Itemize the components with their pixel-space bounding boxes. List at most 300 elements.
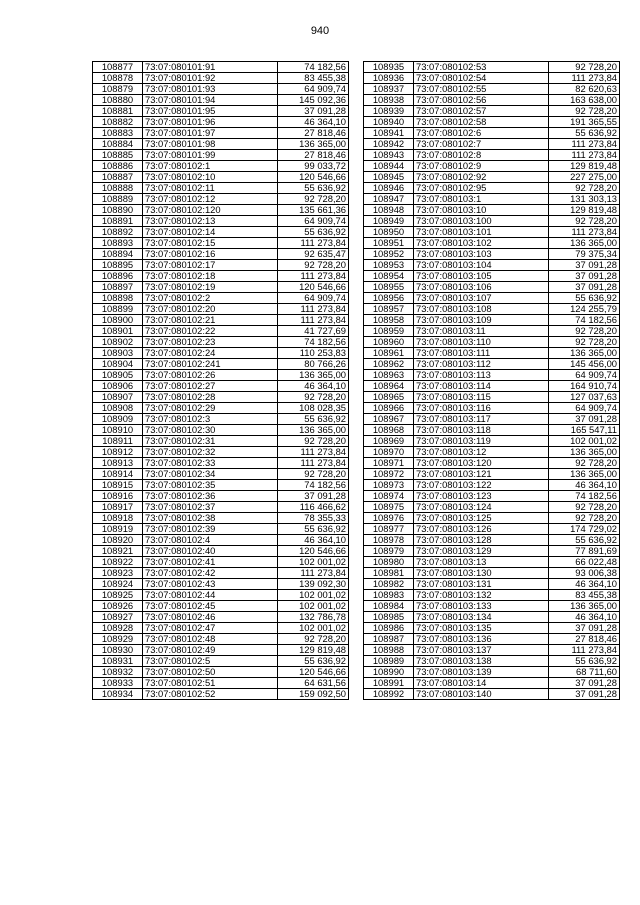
value-cell: 135 661,36 [278, 205, 349, 216]
value-cell: 120 546,66 [278, 172, 349, 183]
cadastral-number-cell: 73:07:080102:18 [143, 271, 278, 282]
value-cell: 64 909,74 [549, 370, 620, 381]
value-cell: 74 182,56 [278, 62, 349, 73]
row-number-cell: 108983 [364, 590, 414, 601]
row-number-cell: 108967 [364, 414, 414, 425]
value-cell: 37 091,28 [549, 260, 620, 271]
table-row [364, 645, 620, 656]
table-row [93, 84, 349, 95]
value-cell: 82 620,63 [549, 84, 620, 95]
cadastral-number-cell: 73:07:080102:55 [414, 84, 549, 95]
value-cell: 66 022,48 [549, 557, 620, 568]
table-row [364, 689, 620, 700]
row-number-cell: 108975 [364, 502, 414, 513]
table-row [93, 689, 349, 700]
value-cell: 92 635,47 [278, 249, 349, 260]
row-number-cell: 108953 [364, 260, 414, 271]
value-cell: 68 711,60 [549, 667, 620, 678]
table-row [364, 590, 620, 601]
table-row [93, 216, 349, 227]
table-row [93, 645, 349, 656]
value-cell: 37 091,28 [278, 106, 349, 117]
value-cell: 102 001,02 [278, 590, 349, 601]
cadastral-number-cell: 73:07:080102:43 [143, 579, 278, 590]
row-number-cell: 108949 [364, 216, 414, 227]
cadastral-number-cell: 73:07:080102:28 [143, 392, 278, 403]
table-row [93, 513, 349, 524]
value-cell: 136 365,00 [549, 238, 620, 249]
value-cell: 83 455,38 [278, 73, 349, 84]
row-number-cell: 108955 [364, 282, 414, 293]
table-row [364, 304, 620, 315]
value-cell: 27 818,46 [278, 128, 349, 139]
table-row [93, 634, 349, 645]
value-cell: 92 728,20 [549, 502, 620, 513]
value-cell: 64 909,74 [549, 403, 620, 414]
table-row [93, 293, 349, 304]
cadastral-number-cell: 73:07:080102:51 [143, 678, 278, 689]
value-cell: 55 636,92 [278, 656, 349, 667]
table-row [93, 436, 349, 447]
row-number-cell: 108934 [93, 689, 143, 700]
value-cell: 92 728,20 [549, 513, 620, 524]
row-number-cell: 108895 [93, 260, 143, 271]
value-cell: 110 253,83 [278, 348, 349, 359]
value-cell: 120 546,66 [278, 546, 349, 557]
cadastral-number-cell: 73:07:080103:121 [414, 469, 549, 480]
cadastral-number-cell: 73:07:080103:109 [414, 315, 549, 326]
row-number-cell: 108946 [364, 183, 414, 194]
cadastral-number-cell: 73:07:080103:104 [414, 260, 549, 271]
cadastral-number-cell: 73:07:080103:132 [414, 590, 549, 601]
table-row [364, 403, 620, 414]
table-row [364, 117, 620, 128]
value-cell: 46 364,10 [278, 535, 349, 546]
table-row [364, 623, 620, 634]
table-row [93, 62, 349, 73]
cadastral-number-cell: 73:07:080102:16 [143, 249, 278, 260]
value-cell: 74 182,56 [549, 315, 620, 326]
row-number-cell: 108981 [364, 568, 414, 579]
cadastral-number-cell: 73:07:080102:58 [414, 117, 549, 128]
value-cell: 37 091,28 [278, 491, 349, 502]
cadastral-number-cell: 73:07:080102:13 [143, 216, 278, 227]
row-number-cell: 108974 [364, 491, 414, 502]
value-cell: 111 273,84 [549, 645, 620, 656]
cadastral-number-cell: 73:07:080102:53 [414, 62, 549, 73]
cadastral-number-cell: 73:07:080103:103 [414, 249, 549, 260]
row-number-cell: 108976 [364, 513, 414, 524]
value-cell: 80 766,26 [278, 359, 349, 370]
right-parcel-table [363, 61, 620, 700]
table-row [364, 337, 620, 348]
row-number-cell: 108892 [93, 227, 143, 238]
row-number-cell: 108923 [93, 568, 143, 579]
table-row [93, 590, 349, 601]
value-cell: 136 365,00 [549, 469, 620, 480]
value-cell: 139 092,30 [278, 579, 349, 590]
cadastral-number-cell: 73:07:080102:54 [414, 73, 549, 84]
table-row [364, 656, 620, 667]
table-row [364, 326, 620, 337]
value-cell: 55 636,92 [278, 414, 349, 425]
row-number-cell: 108964 [364, 381, 414, 392]
value-cell: 41 727,69 [278, 326, 349, 337]
row-number-cell: 108911 [93, 436, 143, 447]
table-row [364, 513, 620, 524]
table-row [93, 183, 349, 194]
value-cell: 136 365,00 [278, 139, 349, 150]
table-row [364, 381, 620, 392]
left-parcel-table [92, 61, 349, 700]
value-cell: 92 728,20 [278, 260, 349, 271]
value-cell: 111 273,84 [549, 150, 620, 161]
table-row [364, 491, 620, 502]
cadastral-number-cell: 73:07:080102:56 [414, 95, 549, 106]
value-cell: 145 092,36 [278, 95, 349, 106]
cadastral-number-cell: 73:07:080103:105 [414, 271, 549, 282]
value-cell: 55 636,92 [278, 227, 349, 238]
cadastral-number-cell: 73:07:080102:52 [143, 689, 278, 700]
cadastral-number-cell: 73:07:080101:93 [143, 84, 278, 95]
value-cell: 102 001,02 [278, 601, 349, 612]
cadastral-number-cell: 73:07:080103:1 [414, 194, 549, 205]
cadastral-number-cell: 73:07:080103:115 [414, 392, 549, 403]
value-cell: 64 909,74 [278, 84, 349, 95]
row-number-cell: 108944 [364, 161, 414, 172]
cadastral-number-cell: 73:07:080103:125 [414, 513, 549, 524]
value-cell: 136 365,00 [549, 348, 620, 359]
value-cell: 111 273,84 [278, 447, 349, 458]
table-row [364, 425, 620, 436]
table-row [93, 271, 349, 282]
row-number-cell: 108881 [93, 106, 143, 117]
row-number-cell: 108970 [364, 447, 414, 458]
row-number-cell: 108878 [93, 73, 143, 84]
cadastral-number-cell: 73:07:080102:37 [143, 502, 278, 513]
table-row [364, 601, 620, 612]
table-row [93, 150, 349, 161]
row-number-cell: 108917 [93, 502, 143, 513]
left-table-body [93, 62, 349, 700]
table-row [93, 458, 349, 469]
row-number-cell: 108943 [364, 150, 414, 161]
cadastral-number-cell: 73:07:080102:57 [414, 106, 549, 117]
table-row [364, 370, 620, 381]
value-cell: 102 001,02 [278, 557, 349, 568]
cadastral-number-cell: 73:07:080102:34 [143, 469, 278, 480]
value-cell: 127 037,63 [549, 392, 620, 403]
table-row [364, 557, 620, 568]
cadastral-number-cell: 73:07:080103:136 [414, 634, 549, 645]
table-row [364, 667, 620, 678]
table-row [364, 282, 620, 293]
cadastral-number-cell: 73:07:080102:11 [143, 183, 278, 194]
value-cell: 92 728,20 [278, 436, 349, 447]
cadastral-number-cell: 73:07:080103:129 [414, 546, 549, 557]
table-row [364, 227, 620, 238]
cadastral-number-cell: 73:07:080103:113 [414, 370, 549, 381]
cadastral-number-cell: 73:07:080103:101 [414, 227, 549, 238]
table-row [364, 469, 620, 480]
value-cell: 159 092,50 [278, 689, 349, 700]
value-cell: 92 728,20 [278, 392, 349, 403]
row-number-cell: 108940 [364, 117, 414, 128]
cadastral-number-cell: 73:07:080102:20 [143, 304, 278, 315]
table-row [364, 436, 620, 447]
row-number-cell: 108887 [93, 172, 143, 183]
row-number-cell: 108906 [93, 381, 143, 392]
table-row [93, 678, 349, 689]
row-number-cell: 108916 [93, 491, 143, 502]
table-row [93, 667, 349, 678]
cadastral-number-cell: 73:07:080102:32 [143, 447, 278, 458]
table-row [93, 348, 349, 359]
cadastral-number-cell: 73:07:080102:23 [143, 337, 278, 348]
table-row [364, 150, 620, 161]
cadastral-number-cell: 73:07:080101:91 [143, 62, 278, 73]
cadastral-number-cell: 73:07:080101:96 [143, 117, 278, 128]
cadastral-number-cell: 73:07:080102:19 [143, 282, 278, 293]
table-row [364, 62, 620, 73]
cadastral-number-cell: 73:07:080102:33 [143, 458, 278, 469]
row-number-cell: 108904 [93, 359, 143, 370]
table-row [93, 469, 349, 480]
cadastral-number-cell: 73:07:080103:126 [414, 524, 549, 535]
cadastral-number-cell: 73:07:080103:140 [414, 689, 549, 700]
row-number-cell: 108919 [93, 524, 143, 535]
cadastral-number-cell: 73:07:080103:119 [414, 436, 549, 447]
table-row [364, 106, 620, 117]
cadastral-number-cell: 73:07:080102:36 [143, 491, 278, 502]
cadastral-number-cell: 73:07:080102:38 [143, 513, 278, 524]
table-row [93, 656, 349, 667]
cadastral-number-cell: 73:07:080102:49 [143, 645, 278, 656]
value-cell: 92 728,20 [549, 337, 620, 348]
row-number-cell: 108936 [364, 73, 414, 84]
row-number-cell: 108990 [364, 667, 414, 678]
table-row [364, 612, 620, 623]
cadastral-number-cell: 73:07:080103:108 [414, 304, 549, 315]
cadastral-number-cell: 73:07:080101:98 [143, 139, 278, 150]
cadastral-number-cell: 73:07:080102:7 [414, 139, 549, 150]
table-row [364, 293, 620, 304]
table-row [93, 315, 349, 326]
table-row [93, 172, 349, 183]
cadastral-number-cell: 73:07:080103:135 [414, 623, 549, 634]
row-number-cell: 108982 [364, 579, 414, 590]
row-number-cell: 108912 [93, 447, 143, 458]
table-row [364, 205, 620, 216]
cadastral-number-cell: 73:07:080102:8 [414, 150, 549, 161]
value-cell: 46 364,10 [549, 480, 620, 491]
value-cell: 46 364,10 [549, 579, 620, 590]
row-number-cell: 108877 [93, 62, 143, 73]
cadastral-number-cell: 73:07:080103:110 [414, 337, 549, 348]
cadastral-number-cell: 73:07:080102:120 [143, 205, 278, 216]
row-number-cell: 108986 [364, 623, 414, 634]
value-cell: 129 819,48 [549, 205, 620, 216]
cadastral-number-cell: 73:07:080102:241 [143, 359, 278, 370]
cadastral-number-cell: 73:07:080103:124 [414, 502, 549, 513]
row-number-cell: 108921 [93, 546, 143, 557]
cadastral-number-cell: 73:07:080103:12 [414, 447, 549, 458]
table-row [364, 139, 620, 150]
row-number-cell: 108980 [364, 557, 414, 568]
row-number-cell: 108941 [364, 128, 414, 139]
value-cell: 111 273,84 [278, 304, 349, 315]
table-row [93, 106, 349, 117]
cadastral-number-cell: 73:07:080102:35 [143, 480, 278, 491]
row-number-cell: 108920 [93, 535, 143, 546]
table-row [364, 315, 620, 326]
table-row [364, 348, 620, 359]
row-number-cell: 108977 [364, 524, 414, 535]
cadastral-number-cell: 73:07:080101:95 [143, 106, 278, 117]
value-cell: 46 364,10 [278, 117, 349, 128]
cadastral-number-cell: 73:07:080102:50 [143, 667, 278, 678]
table-row [93, 546, 349, 557]
cadastral-number-cell: 73:07:080103:102 [414, 238, 549, 249]
row-number-cell: 108951 [364, 238, 414, 249]
value-cell: 124 255,79 [549, 304, 620, 315]
row-number-cell: 108942 [364, 139, 414, 150]
table-row [93, 117, 349, 128]
value-cell: 74 182,56 [549, 491, 620, 502]
row-number-cell: 108969 [364, 436, 414, 447]
value-cell: 77 891,69 [549, 546, 620, 557]
row-number-cell: 108966 [364, 403, 414, 414]
cadastral-number-cell: 73:07:080101:94 [143, 95, 278, 106]
value-cell: 120 546,66 [278, 667, 349, 678]
row-number-cell: 108989 [364, 656, 414, 667]
value-cell: 116 466,62 [278, 502, 349, 513]
row-number-cell: 108988 [364, 645, 414, 656]
row-number-cell: 108891 [93, 216, 143, 227]
value-cell: 129 819,48 [549, 161, 620, 172]
row-number-cell: 108925 [93, 590, 143, 601]
table-row [364, 392, 620, 403]
row-number-cell: 108939 [364, 106, 414, 117]
row-number-cell: 108930 [93, 645, 143, 656]
cadastral-number-cell: 73:07:080102:45 [143, 601, 278, 612]
cadastral-number-cell: 73:07:080102:9 [414, 161, 549, 172]
cadastral-number-cell: 73:07:080103:118 [414, 425, 549, 436]
row-number-cell: 108972 [364, 469, 414, 480]
row-number-cell: 108914 [93, 469, 143, 480]
value-cell: 64 631,56 [278, 678, 349, 689]
table-row [364, 447, 620, 458]
value-cell: 92 728,20 [549, 326, 620, 337]
cadastral-number-cell: 73:07:080102:95 [414, 183, 549, 194]
row-number-cell: 108884 [93, 139, 143, 150]
cadastral-number-cell: 73:07:080102:14 [143, 227, 278, 238]
value-cell: 46 364,10 [549, 612, 620, 623]
row-number-cell: 108979 [364, 546, 414, 557]
cadastral-number-cell: 73:07:080103:117 [414, 414, 549, 425]
value-cell: 174 729,02 [549, 524, 620, 535]
cadastral-number-cell: 73:07:080103:128 [414, 535, 549, 546]
row-number-cell: 108894 [93, 249, 143, 260]
row-number-cell: 108893 [93, 238, 143, 249]
row-number-cell: 108963 [364, 370, 414, 381]
cadastral-number-cell: 73:07:080102:92 [414, 172, 549, 183]
cadastral-number-cell: 73:07:080103:134 [414, 612, 549, 623]
row-number-cell: 108992 [364, 689, 414, 700]
value-cell: 102 001,02 [278, 623, 349, 634]
table-row [93, 128, 349, 139]
value-cell: 120 546,66 [278, 282, 349, 293]
row-number-cell: 108885 [93, 150, 143, 161]
row-number-cell: 108978 [364, 535, 414, 546]
table-row [93, 612, 349, 623]
value-cell: 92 728,20 [549, 216, 620, 227]
table-row [93, 337, 349, 348]
cadastral-number-cell: 73:07:080103:139 [414, 667, 549, 678]
cadastral-number-cell: 73:07:080102:2 [143, 293, 278, 304]
cadastral-number-cell: 73:07:080103:107 [414, 293, 549, 304]
table-row [364, 458, 620, 469]
row-number-cell: 108945 [364, 172, 414, 183]
row-number-cell: 108984 [364, 601, 414, 612]
cadastral-number-cell: 73:07:080103:114 [414, 381, 549, 392]
table-row [364, 480, 620, 491]
row-number-cell: 108902 [93, 337, 143, 348]
value-cell: 191 365,55 [549, 117, 620, 128]
value-cell: 55 636,92 [549, 656, 620, 667]
value-cell: 111 273,84 [278, 458, 349, 469]
row-number-cell: 108915 [93, 480, 143, 491]
table-row [93, 491, 349, 502]
row-number-cell: 108880 [93, 95, 143, 106]
row-number-cell: 108899 [93, 304, 143, 315]
cadastral-number-cell: 73:07:080103:106 [414, 282, 549, 293]
table-row [93, 535, 349, 546]
table-row [93, 579, 349, 590]
table-row [93, 304, 349, 315]
value-cell: 78 355,33 [278, 513, 349, 524]
table-row [93, 502, 349, 513]
value-cell: 136 365,00 [278, 425, 349, 436]
row-number-cell: 108956 [364, 293, 414, 304]
row-number-cell: 108900 [93, 315, 143, 326]
value-cell: 111 273,84 [278, 238, 349, 249]
value-cell: 55 636,92 [278, 183, 349, 194]
row-number-cell: 108968 [364, 425, 414, 436]
table-row [93, 194, 349, 205]
cadastral-number-cell: 73:07:080102:31 [143, 436, 278, 447]
row-number-cell: 108882 [93, 117, 143, 128]
cadastral-number-cell: 73:07:080103:14 [414, 678, 549, 689]
cadastral-number-cell: 73:07:080102:46 [143, 612, 278, 623]
cadastral-number-cell: 73:07:080102:15 [143, 238, 278, 249]
row-number-cell: 108896 [93, 271, 143, 282]
cadastral-number-cell: 73:07:080101:99 [143, 150, 278, 161]
cadastral-number-cell: 73:07:080102:48 [143, 634, 278, 645]
cadastral-number-cell: 73:07:080101:97 [143, 128, 278, 139]
cadastral-number-cell: 73:07:080103:133 [414, 601, 549, 612]
row-number-cell: 108937 [364, 84, 414, 95]
value-cell: 92 728,20 [549, 458, 620, 469]
cadastral-number-cell: 73:07:080101:92 [143, 73, 278, 84]
cadastral-number-cell: 73:07:080102:21 [143, 315, 278, 326]
value-cell: 27 818,46 [549, 634, 620, 645]
row-number-cell: 108879 [93, 84, 143, 95]
value-cell: 136 365,00 [549, 601, 620, 612]
value-cell: 79 375,34 [549, 249, 620, 260]
cadastral-number-cell: 73:07:080102:22 [143, 326, 278, 337]
value-cell: 92 728,20 [549, 62, 620, 73]
